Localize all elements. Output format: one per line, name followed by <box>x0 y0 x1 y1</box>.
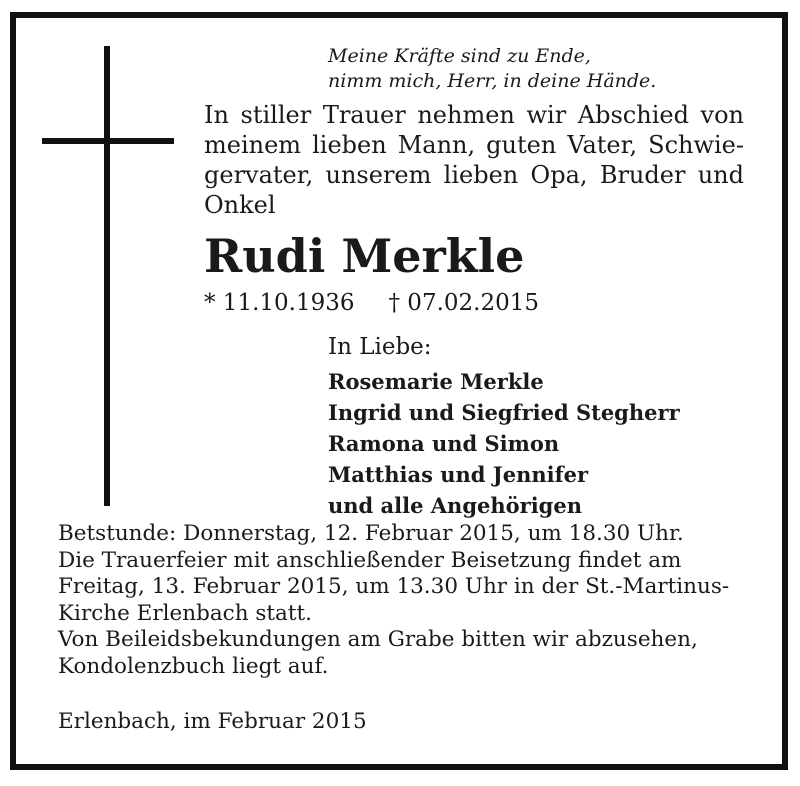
motto-verse <box>328 44 656 94</box>
cross-vertical-bar <box>104 46 110 506</box>
place-and-date: Erlenbach, im Februar 2015 <box>58 709 367 734</box>
mourner-item: Ramona und Simon <box>328 431 560 456</box>
info-line: Kondolenzbuch liegt auf. <box>58 653 329 679</box>
service-info <box>58 521 748 680</box>
life-dates <box>204 288 539 318</box>
intro-line: In stiller Trauer nehmen wir Abschied von <box>204 101 744 129</box>
info-line: Die Trauerfeier mit anschließender Beisetzung findet am <box>58 547 682 573</box>
intro-line: meinem lieben Mann, guten Vater, Schwie- <box>204 131 744 159</box>
mourner-item: Matthias und Jennifer <box>328 462 589 487</box>
info-line: Betstunde: Donnerstag, 12. Februar 2015, um 18.30 Uhr. <box>58 521 684 546</box>
mourner-item: Rosemarie Merkle <box>328 369 544 394</box>
mourners-list <box>328 366 680 521</box>
birth-date: * 11.10.1936 <box>204 290 355 316</box>
deceased-name: Rudi Merkle <box>204 229 525 283</box>
death-date: † 07.02.2015 <box>388 290 539 316</box>
info-line: Kirche Erlenbach statt. <box>58 600 312 626</box>
info-line: Freitag, 13. Februar 2015, um 13.30 Uhr in der St.-Martinus- <box>58 574 730 599</box>
mourner-item: und alle Angehörigen <box>328 493 582 518</box>
intro-line: Onkel <box>204 191 276 219</box>
motto-line: nimm mich, Herr, in deine Hände. <box>328 70 657 92</box>
cross-horizontal-bar <box>42 138 174 144</box>
in-love-label: In Liebe: <box>328 334 432 360</box>
intro-line: gervater, unserem lieben Opa, Bruder und <box>204 161 744 189</box>
info-line: Von Beileidsbekundungen am Grabe bitten wir abzusehen, <box>58 627 698 652</box>
mourner-item: Ingrid und Siegfried Stegherr <box>328 400 680 425</box>
intro-text <box>204 100 744 220</box>
motto-line: Meine Kräfte sind zu Ende, <box>328 45 591 67</box>
